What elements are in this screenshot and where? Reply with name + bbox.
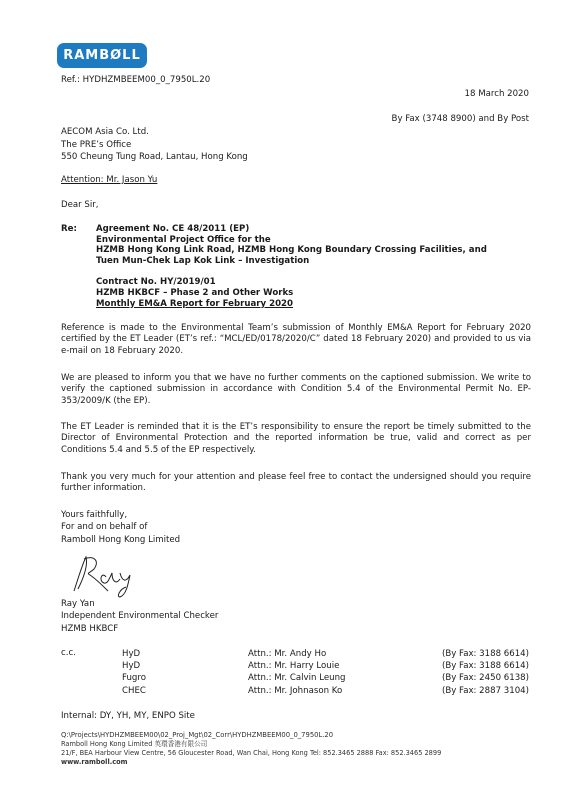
cc-org: Fugro [122,673,146,684]
delivery-method: By Fax (3748 8900) and By Post [391,114,529,124]
addressee-block [61,126,248,164]
cc-fax: (By Fax: 3188 6614) [441,649,529,659]
body-paragraph-4: Thank you very much for your attention and please feel free to contact the undersigned should you require further information. [61,472,531,494]
page-footer [61,731,441,767]
body-paragraph-3: The ET Leader is reminded that it is the ET’s responsibility to ensure the report be timely submitted to the Director of Environmental Protection and the reported information be true, valid and correct as per Conditions 5.4 and 5.5 of the EP respectively. [61,422,531,455]
cc-attn: Attn.: Mr. Johnason Ko [248,685,343,696]
signatory-block [61,598,218,635]
cc-org: CHEC [122,685,146,696]
attention-line: Attention: Mr. Jason Yu [61,175,158,185]
footer-website: www.ramboll.com [61,758,128,766]
internal-distribution: Internal: DY, YH, MY, ENPO Site [61,711,195,721]
subject-agreement: Agreement No. CE 48/2011 (EP) [96,224,250,234]
cc-fax: (By Fax: 2450 6138) [441,673,529,684]
closing-block [61,509,180,546]
file-path: Q:\Projects\HYDHZMBEEM00\02_Proj_Mgt\02_Corr\HYDHZMBEEM00_0_7950L.20 [61,731,334,739]
cc-fax-column [442,648,529,697]
reference-number: Ref.: HYDHZMBEEM00_0_7950L.20 [61,75,211,85]
body-paragraph-2: We are pleased to inform you that we have no further comments on the captioned submission. We write to verify the captioned submission in accordance with Condition 5.4 of the Environmental Permit No. EP-353/2009/K (the EP). [61,373,531,406]
cc-org: HyD [122,649,141,659]
footer-address: 21/F, BEA Harbour View Centre, 56 Gloucester Road, Wan Chai, Hong Kong Tel: 852.3465 2888 Fax: 852.3465 2899 [61,749,442,757]
closing-behalf: For and on behalf of [61,522,148,533]
addressee-company: AECOM Asia Co. Ltd. [61,127,149,137]
cc-fax: (By Fax: 3188 6614) [441,661,529,672]
cc-label: c.c. [61,648,76,658]
subject-investigation: Tuen Mun-Chek Lap Kok Link – Investigation [96,255,310,266]
letter-date: 18 March 2020 [464,89,529,99]
subject-contract: Contract No. HY/2019/01 [96,277,216,288]
body-paragraph-1: Reference is made to the Environmental Team’s submission of Monthly EM&A Report for February 2020 certified by the ET Leader (ET’s ref.: “MCL/ED/0178/2020/C” dated 18 February 2020) and provided to us via e-mail on 18 February 2020. [61,323,531,356]
re-label: Re: [61,224,77,234]
handwritten-signature [64,551,154,599]
signatory-name: Ray Yan [61,599,95,609]
cc-attn-column [248,648,345,697]
cc-attn: Attn.: Mr. Andy Ho [248,649,327,659]
cc-fax: (By Fax: 2887 3104) [441,685,529,696]
signatory-title: Independent Environmental Checker [61,611,219,622]
subject-project-office: Environmental Project Office for the [96,234,271,245]
signatory-org: HZMB HKBCF [61,623,119,634]
closing-yours: Yours faithfully, [61,510,128,520]
addressee-office: The PRE’s Office [61,139,132,150]
cc-org: HyD [122,661,141,672]
cc-attn: Attn.: Mr. Harry Louie [248,661,340,672]
subject-works: HZMB HKBCF – Phase 2 and Other Works [96,287,294,298]
addressee-address: 550 Cheung Tung Road, Lantau, Hong Kong [61,152,248,162]
company-logo: RAMBØLL [57,43,147,68]
closing-company: Ramboll Hong Kong Limited [61,534,181,545]
cc-org-column [122,648,146,697]
subject-report: Monthly EM&A Report for February 2020 [96,298,294,309]
salutation: Dear Sir, [61,200,99,210]
cc-attn: Attn.: Mr. Calvin Leung [248,673,346,684]
footer-company: Ramboll Hong Kong Limited 英環香港有限公司 [61,740,208,748]
subject-projects: HZMB Hong Kong Link Road, HZMB Hong Kong Boundary Crossing Facilities, and [96,245,487,256]
subject-block [96,224,487,309]
